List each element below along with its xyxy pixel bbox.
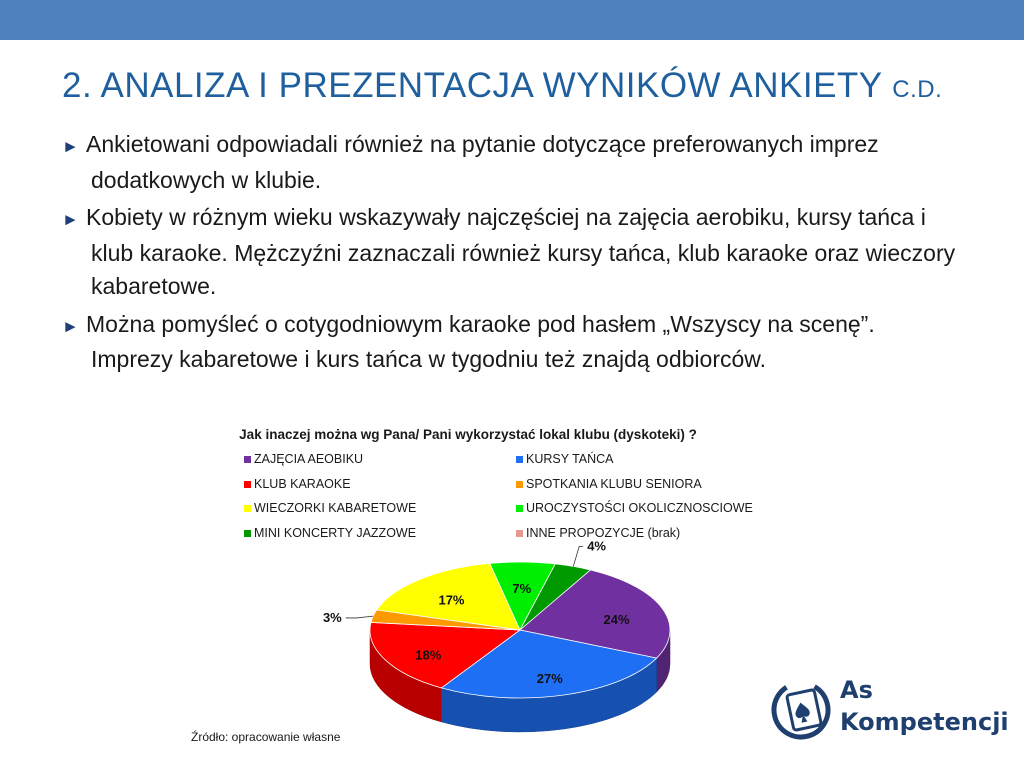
bullet-text: Kobiety w różnym wieku wskazywały najczęściej na zajęcia aerobiku, kursy tańca i klub karaoke. Mężczyźni zaznaczali również kursy tańca, klub karaoke oraz wieczory kabaretowe. [86, 204, 956, 299]
legend-label: KLUB KARAOKE [254, 477, 351, 491]
bullet-arrow-icon: ► [62, 316, 79, 336]
legend-label: INNE PROPOZYCJE (brak) [526, 526, 681, 540]
logo-text-kompetencji: Kompetencji [840, 708, 1009, 736]
pie-data-label: 27% [536, 671, 563, 687]
legend-label: UROCZYSTOŚCI OKOLICZNOSCIOWE [526, 501, 753, 515]
bullet-arrow-icon: ► [62, 137, 79, 156]
legend-label: ZAJĘCIA AEOBIKU [254, 452, 364, 466]
pie-data-label: 3% [322, 609, 342, 625]
spade-icon [770, 672, 836, 746]
bullet-arrow-icon: ► [62, 210, 79, 229]
logo-text-as: As [840, 676, 873, 704]
pie-data-label: 17% [438, 592, 465, 608]
pie-data-label: 18% [415, 647, 442, 663]
chart-title: Jak inaczej można wg Pana/ Pani wykorzystać lokal klubu (dyskoteki) ? [239, 427, 697, 442]
source-note: Źródło: opracowanie własne [191, 730, 341, 744]
pie-label-leader [573, 546, 583, 566]
legend-label: SPOTKANIA KLUBU SENIORA [526, 477, 702, 491]
bullet-text: Można pomyśleć o cotygodniowym karaoke pod hasłem „Wszyscy na scenę”. Imprezy kabaretowe i kurs tańca w tygodniu też znajdą odbiorców. [86, 310, 875, 372]
pie-data-label: 4% [587, 538, 607, 554]
pie-data-label: 7% [512, 580, 532, 596]
pie-data-label: 24% [603, 612, 630, 628]
legend-label: WIECZORKI KABARETOWE [254, 501, 417, 515]
company-logo [770, 672, 1009, 746]
legend-label: MINI KONCERTY JAZZOWE [254, 526, 417, 540]
bullet-text: Ankietowani odpowiadali również na pytanie dotyczące preferowanych imprez dodatkowych w klubie. [86, 131, 879, 193]
legend-label: KURSY TAŃCA [526, 452, 614, 466]
slide-title-suffix: C.D. [892, 76, 943, 103]
slide-title-main: 2. ANALIZA I PREZENTACJA WYNIKÓW ANKIETY [62, 66, 893, 105]
pie-label-leader [346, 616, 373, 618]
